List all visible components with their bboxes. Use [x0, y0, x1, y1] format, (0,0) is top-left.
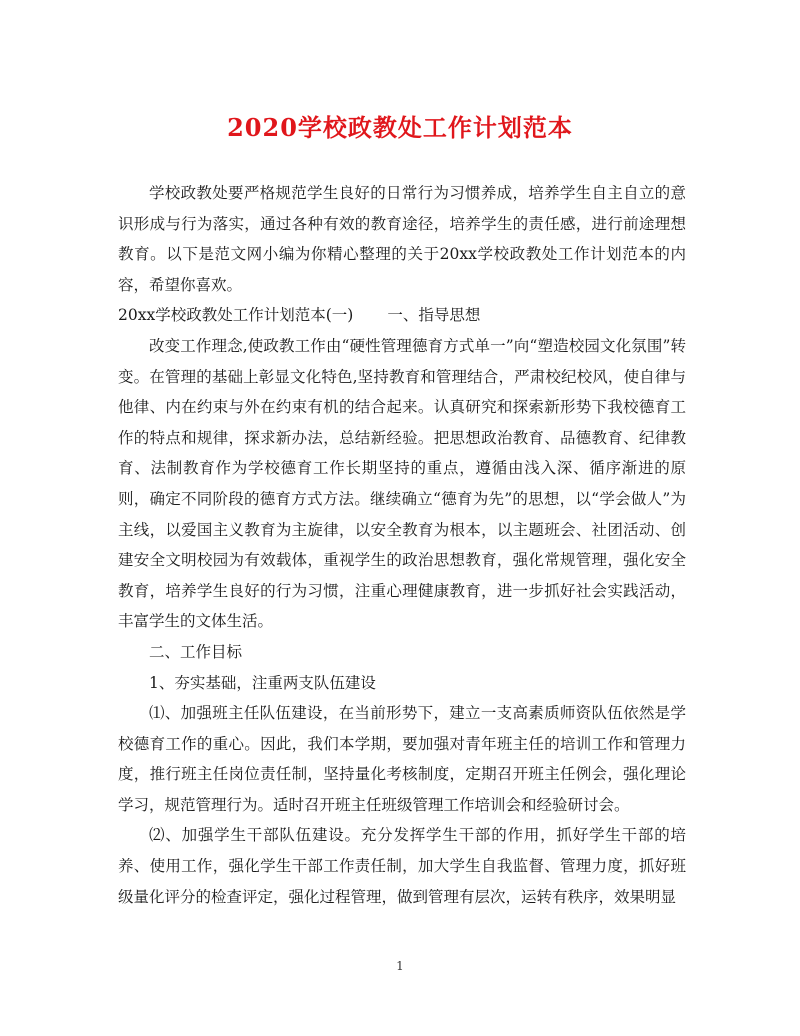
student-cadre-paragraph: ⑵、加强学生干部队伍建设。充分发挥学生干部的作用，抓好学生干部的培养、使用工作，强化学生干部工作责任制，加大学生自我监督、管理力度，抓好班级量化评分的检查评定，强化过程管理，做到管理有层次，运转有秩序，效果明显	[118, 826, 686, 906]
teacher-team-paragraph: ⑴、加强班主任队伍建设，在当前形势下，建立一支高素质师资队伍依然是学校德育工作的重心。因此，我们本学期，要加强对青年班主任的培训工作和管理力度，推行班主任岗位责任制，坚持量化考核制度，定期召开班主任例会，强化理论学习，规范管理行为。适时召开班主任班级管理工作培训会和经验研讨会。	[118, 704, 686, 814]
guiding-ideology-paragraph: 改变工作理念,使政教工作由“硬性管理德育方式单一”向“塑造校园文化氛围”转变。在管理的基础上彰显文化特色,坚持教育和管理结合，严肃校纪校风，使自律与他律、内在约束与外在约束有机的结合起来。认真研究和探索新形势下我校德育工作的特点和规律，探求新办法，总结新经验。把思想政治教育、品德教育、纪律教育、法制教育作为学校德育工作长期坚持的重点，遵循由浅入深、循序渐进的原则，确定不同阶段的德育方式方法。继续确立“德育为先”的思想，以“学会做人”为主线，以爱国主义教育为主旋律，以安全教育为根本，以主题班会、社团活动、创建安全文明校园为有效载体，重视学生的政治思想教育，强化常规管理，强化安全教育，培养学生良好的行为习惯，注重心理健康教育，进一步抓好社会实践活动，丰富学生的文体生活。	[118, 336, 686, 631]
section-heading: 20xx学校政教处工作计划范本(一)	[118, 306, 354, 325]
heading-two-teams: 1、夯实基础，注重两支队伍建设	[149, 673, 376, 692]
intro-paragraph: 学校政教处要严格规范学生良好的日常行为习惯养成，培养学生自主自立的意识形成与行为落实，通过各种有效的教育途径，培养学生的责任感，进行前途理想教育。以下是范文网小编为你精心整理的关于20xx学校政教处工作计划范本的内容，希望你喜欢。	[118, 184, 686, 294]
heading-work-goals: 二、工作目标	[149, 642, 243, 661]
document-title: 2020学校政教处工作计划范本	[227, 113, 573, 142]
heading-guiding-ideology: 一、指导思想	[387, 306, 481, 325]
section-heading-line	[118, 300, 686, 331]
page-number: 1	[396, 959, 404, 973]
document-body	[118, 178, 686, 912]
